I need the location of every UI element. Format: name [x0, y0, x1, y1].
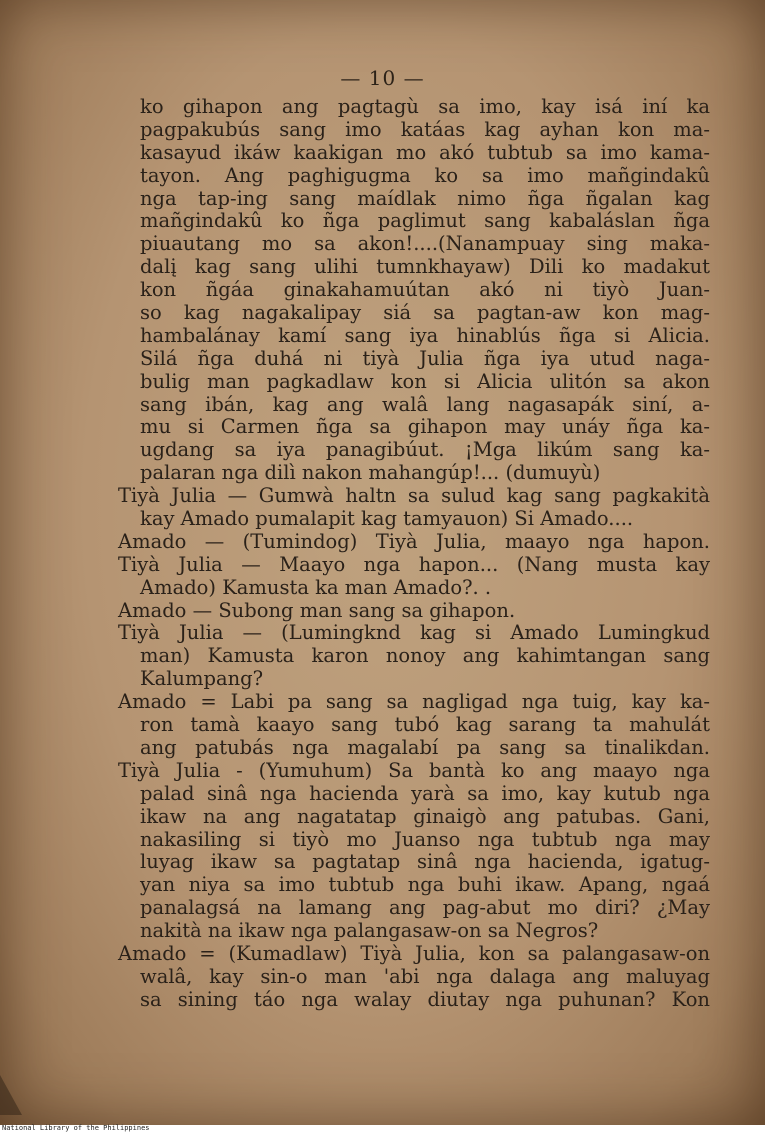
text-line: kay Amado pumalapit kag tamyauon) Si Amado....	[140, 507, 634, 531]
speaker-line: Tiyà Julia — Gumwà haltn sa sulud kag sang pagkakità	[118, 484, 710, 508]
footer-credit: National Library of the Philippines	[2, 1124, 150, 1132]
text-line: luyag ikaw sa pagtatap sinâ nga hacienda, igatug-	[140, 850, 710, 874]
text-line: mu si Carmen ñga sa gihapon may unáy ñga ka-	[140, 415, 710, 439]
text-line: tayon. Ang paghigugma ko sa imo mañgindakû	[140, 163, 710, 187]
text-line: mañgindakû ko ñga paglimut sang kabaláslan ñga	[140, 209, 710, 233]
text-line: hambalánay kamí sang iya hinablús ñga si Alicia.	[140, 323, 710, 347]
text-line: ang patubás nga magalabí pa sang sa tinalikdan.	[140, 735, 710, 759]
text-line: sa sining táo nga walay diutay nga puhunan? Kon	[140, 987, 710, 1011]
text-line: panalagsá na lamang ang pag-abut mo diri? ¿May	[140, 896, 710, 920]
text-line: so kag nagakalipay siá sa pagtan-aw kon mag-	[140, 301, 710, 325]
text-line: pagpakubús sang imo katáas kag ayhan kon ma-	[140, 117, 710, 141]
text-line: Silá ñga duhá ni tiyà Julia ñga iya utud naga-	[140, 346, 710, 370]
text-line: sang ibán, kag ang walâ lang nagasapák siní, a-	[140, 392, 710, 416]
text-line: kasayud ikáw kaakigan mo akó tubtub sa imo kama-	[140, 140, 710, 164]
text-line: Amado) Kamusta ka man Amado?. .	[140, 575, 492, 599]
text-line: palaran nga dilì nakon mahangúp!... (dumuyù)	[140, 461, 601, 485]
text-line: nga tap-ing sang maídlak nimo ñga ñgalan kag	[140, 186, 710, 210]
speaker-line: Tiyà Julia — (Lumingknd kag si Amado Lumingkud	[118, 621, 710, 645]
body-text	[118, 96, 710, 1012]
text-line: ikaw na ang nagatatap ginaigò ang patubas. Gani,	[140, 804, 710, 828]
text-line: nakità na ikaw nga palangasaw-on sa Negros?	[140, 919, 599, 943]
text-line: kon ñgáa ginakahamuútan akó ni tiyò Juan-	[140, 278, 710, 302]
speaker-line: Amado = Labi pa sang sa nagligad nga tuig, kay ka-	[118, 690, 710, 714]
text-line: ko gihapon ang pagtagù sa imo, kay isá iní ka	[140, 95, 710, 118]
text-line: yan niya sa imo tubtub nga buhi ikaw. Apang, ngaá	[140, 873, 710, 897]
text-line: bulig man pagkadlaw kon si Alicia ulitón sa akon	[140, 369, 710, 393]
text-line: man) Kamusta karon nonoy ang kahimtangan sang	[140, 644, 710, 668]
text-line: walâ, kay sin-o man 'abi nga dalaga ang maluyag	[140, 964, 710, 988]
text-line: piuautang mo sa akon!....(Nanampuay sing maka-	[140, 232, 710, 256]
speaker-line: Tiyà Julia — Maayo nga hapon... (Nang musta kay	[118, 552, 710, 576]
text-line: ugdang sa iya panagibúut. ¡Mga likúm sang ka-	[140, 438, 710, 462]
page-number: — 10 —	[340, 66, 425, 90]
speaker-line: Tiyà Julia - (Yumuhum) Sa bantà ko ang maayo nga	[118, 758, 710, 782]
page-corner-shadow	[0, 1075, 22, 1115]
speaker-line: Amado — (Tumindog) Tiyà Julia, maayo nga hapon.	[118, 529, 710, 553]
text-line: palad sinâ nga hacienda yarà sa imo, kay kutub nga	[140, 781, 710, 805]
text-line: dalį kag sang ulihi tumnkhayaw) Dili ko madakut	[140, 255, 710, 279]
speaker-line: Amado — Subong man sang sa gihapon.	[118, 598, 516, 622]
speaker-line: Amado = (Kumadlaw) Tiyà Julia, kon sa palangasaw-on	[118, 941, 710, 965]
text-line: nakasiling si tiyò mo Juanso nga tubtub nga may	[140, 827, 710, 851]
text-line: Kalumpang?	[140, 667, 264, 691]
text-line: ron tamà kaayo sang tubó kag sarang ta mahulát	[140, 713, 710, 737]
